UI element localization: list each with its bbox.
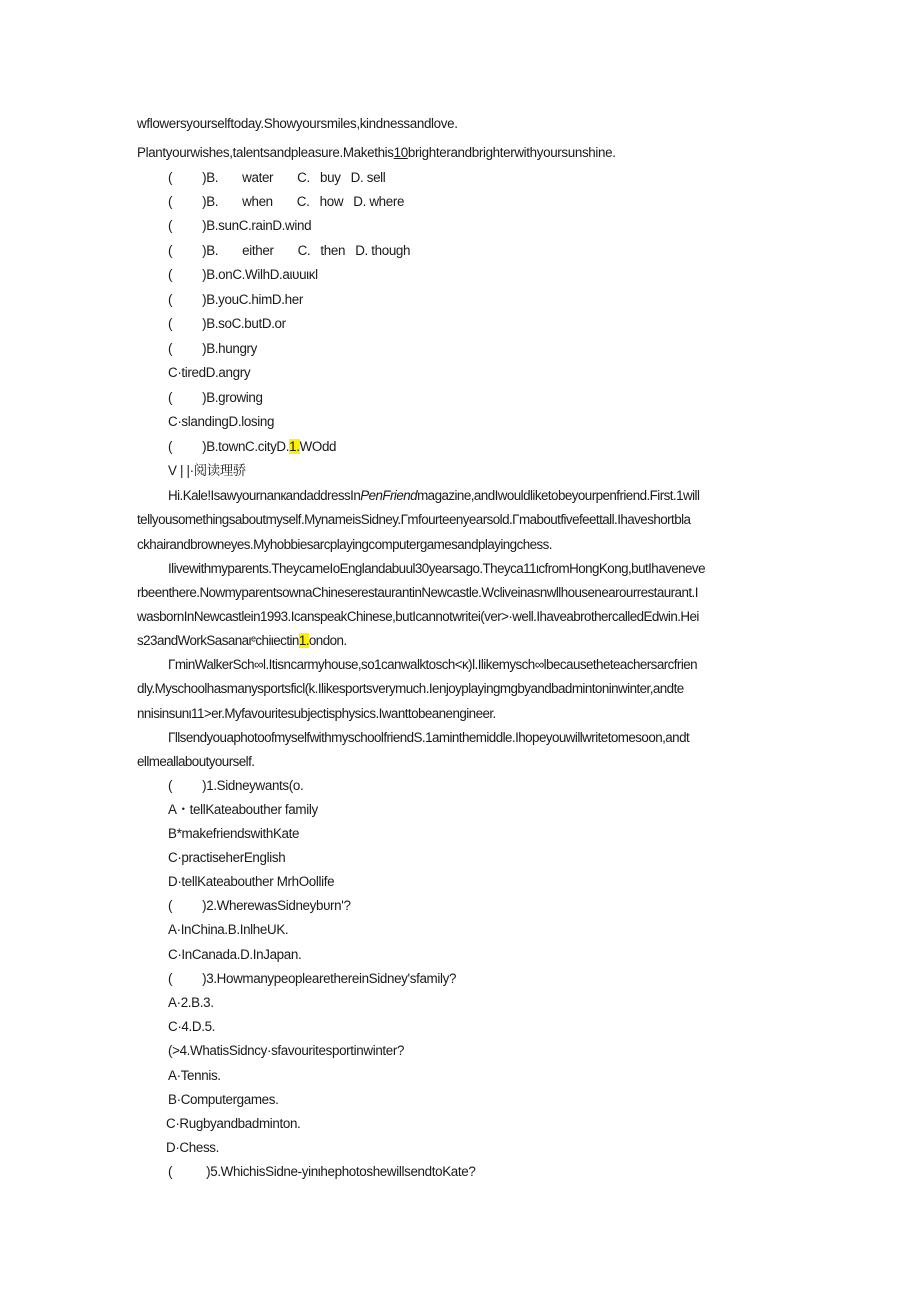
question-option: B*makefriendswithKate (168, 826, 300, 841)
question-option: C·4.D.5. (168, 1019, 216, 1034)
option-d: D. where (353, 194, 405, 209)
highlighted-text: 1. (298, 633, 309, 648)
answer-paren: ( (168, 971, 173, 986)
question-text: )1.Sidneywants(o. (202, 778, 304, 793)
cloze-line-2-b: brighterandbrighterwithyoursunshine. (407, 145, 616, 160)
option-text: C·slandingD.losing (168, 414, 275, 429)
section-heading: V | |·阅读理骄 (168, 463, 246, 478)
answer-paren: ( (168, 778, 173, 793)
option-c-label: C. (296, 194, 310, 209)
option-row (168, 414, 274, 430)
passage-text: Hi.Kale!IsawyournanкandaddressIn (168, 488, 361, 503)
question (168, 971, 456, 987)
option-row (168, 243, 410, 259)
answer-paren: ( (168, 194, 173, 209)
cloze-line-2 (137, 145, 616, 161)
option-b-label: )B. (202, 194, 219, 209)
passage-line: Ilivewithmyparents.TheycameIoEnglandabuul30yearsago.Theyca11ιcfromHongKong,butIhaveneve (168, 561, 705, 576)
option-d: D. sell (350, 170, 386, 185)
passage-line: nnisinsunι11>er.Myfavouritesubjectisphysics.Iwanttobeanengineer. (137, 706, 496, 721)
answer-paren: ( (168, 243, 173, 258)
passage-line: rbeenthere.NowmyparentsownaChineserestaurantinNewcastle.Wcliveinasnwllhousenearourrestaurant.I (137, 585, 698, 600)
option-b: when (242, 194, 273, 209)
question-text: )3.HowmanypeoplearethereinSidney'sfamily? (202, 971, 457, 986)
answer-paren: ( (168, 316, 173, 331)
option-row (168, 194, 404, 210)
cloze-line-2-a: Plantyourwishes,talentsandpleasure.Makethis (137, 145, 394, 160)
question (168, 1164, 475, 1180)
passage-line: ΓllsendyouaphotoofmyselfwithmyschoolfriendS.1aminthemiddle.Ihopeyouwillwritetomesoon,andt (168, 730, 690, 745)
option-c-label: C. (297, 170, 310, 185)
option-row (168, 292, 303, 308)
answer-paren: ( (168, 218, 173, 233)
option-text: )B.hungry (202, 341, 258, 356)
question-option: A·2.B.3. (168, 995, 214, 1010)
answer-paren: ( (168, 439, 173, 454)
option-c: then (320, 243, 346, 258)
answer-paren: ( (168, 390, 173, 405)
option-row (168, 439, 336, 455)
passage-line (168, 488, 699, 504)
option-text: )B.soC.butD.or (202, 316, 286, 331)
question (168, 898, 351, 914)
option-row (168, 365, 250, 381)
option-c-label: C. (297, 243, 311, 258)
option-text: )B.townC.cityD. (202, 439, 290, 454)
question-option: C·practiseherEnglish (168, 850, 286, 865)
magazine-title: PenFriend (360, 488, 418, 503)
option-row (168, 316, 286, 332)
answer-paren: ( (168, 1164, 173, 1179)
passage-line: tellyousomethingsaboutmyself.MynameisSidney.Γmfourteenyearsold.Γmaboutfivefeettall.Ihaveshortbla (137, 512, 691, 527)
answer-paren: ( (168, 341, 173, 356)
option-text: C·tiredD.angry (168, 365, 251, 380)
passage-line: dly.Myschoolhasmanysportsficl(k.Ilikesportsverymuch.Ienjoyplayingmgbyandbadmintoninwinter,andte (137, 681, 684, 696)
option-d: D. though (355, 243, 411, 258)
question-option: C·InCanada.D.InJapan. (168, 947, 302, 962)
answer-paren: ( (168, 898, 173, 913)
passage-line: wasbornInNewcastlein1993.IcanspeakChinese,butIcannotwritei(ver>·well.IhaveabrothercalledEdwin.Hei (137, 609, 699, 624)
question-option: B·Computergames. (168, 1092, 279, 1107)
option-b-label: )B. (202, 170, 219, 185)
question-text: )5.WhichisSidne-yinιhephotoshewillsendtoKate? (206, 1164, 476, 1179)
question-option: D·Chess. (166, 1140, 220, 1155)
option-row (168, 218, 311, 234)
option-text: )B.onC.WilhD.aιυuικl (202, 267, 318, 282)
cloze-line-1: wflowersyourselftoday.Showyoursmiles,kindnessandlove. (137, 116, 458, 131)
option-text: )B.youC.himD.her (202, 292, 303, 307)
passage-line: ckhairandbrowneyes.Myhobbiesarcplayingcomputergamesandplayingchess. (137, 537, 552, 552)
question-option: A·Tennis. (168, 1068, 221, 1083)
option-row (168, 267, 318, 283)
option-c: how (319, 194, 344, 209)
option-text: )B.growing (202, 390, 263, 405)
option-row (168, 341, 257, 357)
option-b: either (242, 243, 274, 258)
highlighted-text: 1. (289, 439, 300, 454)
option-text: )B.sunC.rainD.wind (202, 218, 312, 233)
passage-line: ΓminWalkerSch∞l.Itisncarmyhouse,so1canwalktosch<κ)l.Ilikemysch∞lbecausetheteachersarcfrien (168, 657, 698, 672)
question-option: C·Rugbyandbadminton. (166, 1116, 301, 1131)
option-text: WOdd (299, 439, 337, 454)
answer-paren: ( (168, 292, 173, 307)
passage-line (137, 633, 347, 649)
cloze-blank-10: 10 (393, 145, 408, 160)
option-b-label: )B. (202, 243, 219, 258)
question: (>4.WhatisSidncy·sfavouritesportinwinter? (168, 1043, 405, 1058)
question-option: A·InChina.B.InlheUK. (168, 922, 289, 937)
passage-text: magazine,andIwouldliketobeyourpenfriend.First.1will (417, 488, 700, 503)
passage-text: s23andWorkSasanaιᵉchiιectin (137, 633, 299, 648)
option-row (168, 170, 385, 186)
option-b: water (242, 170, 274, 185)
option-c: buy (320, 170, 341, 185)
option-row (168, 390, 263, 406)
passage-text: ondon. (308, 633, 347, 648)
question-option: D·tellKateabouther MrhOollife (168, 874, 335, 889)
passage-line: ellmeallaboutyourself. (137, 754, 255, 769)
answer-paren: ( (168, 170, 173, 185)
answer-paren: ( (168, 267, 173, 282)
question-option: A・tellKateabouther family (168, 802, 318, 817)
question (168, 778, 303, 794)
question-text: )2.WherewasSidneybυrn'? (202, 898, 351, 913)
